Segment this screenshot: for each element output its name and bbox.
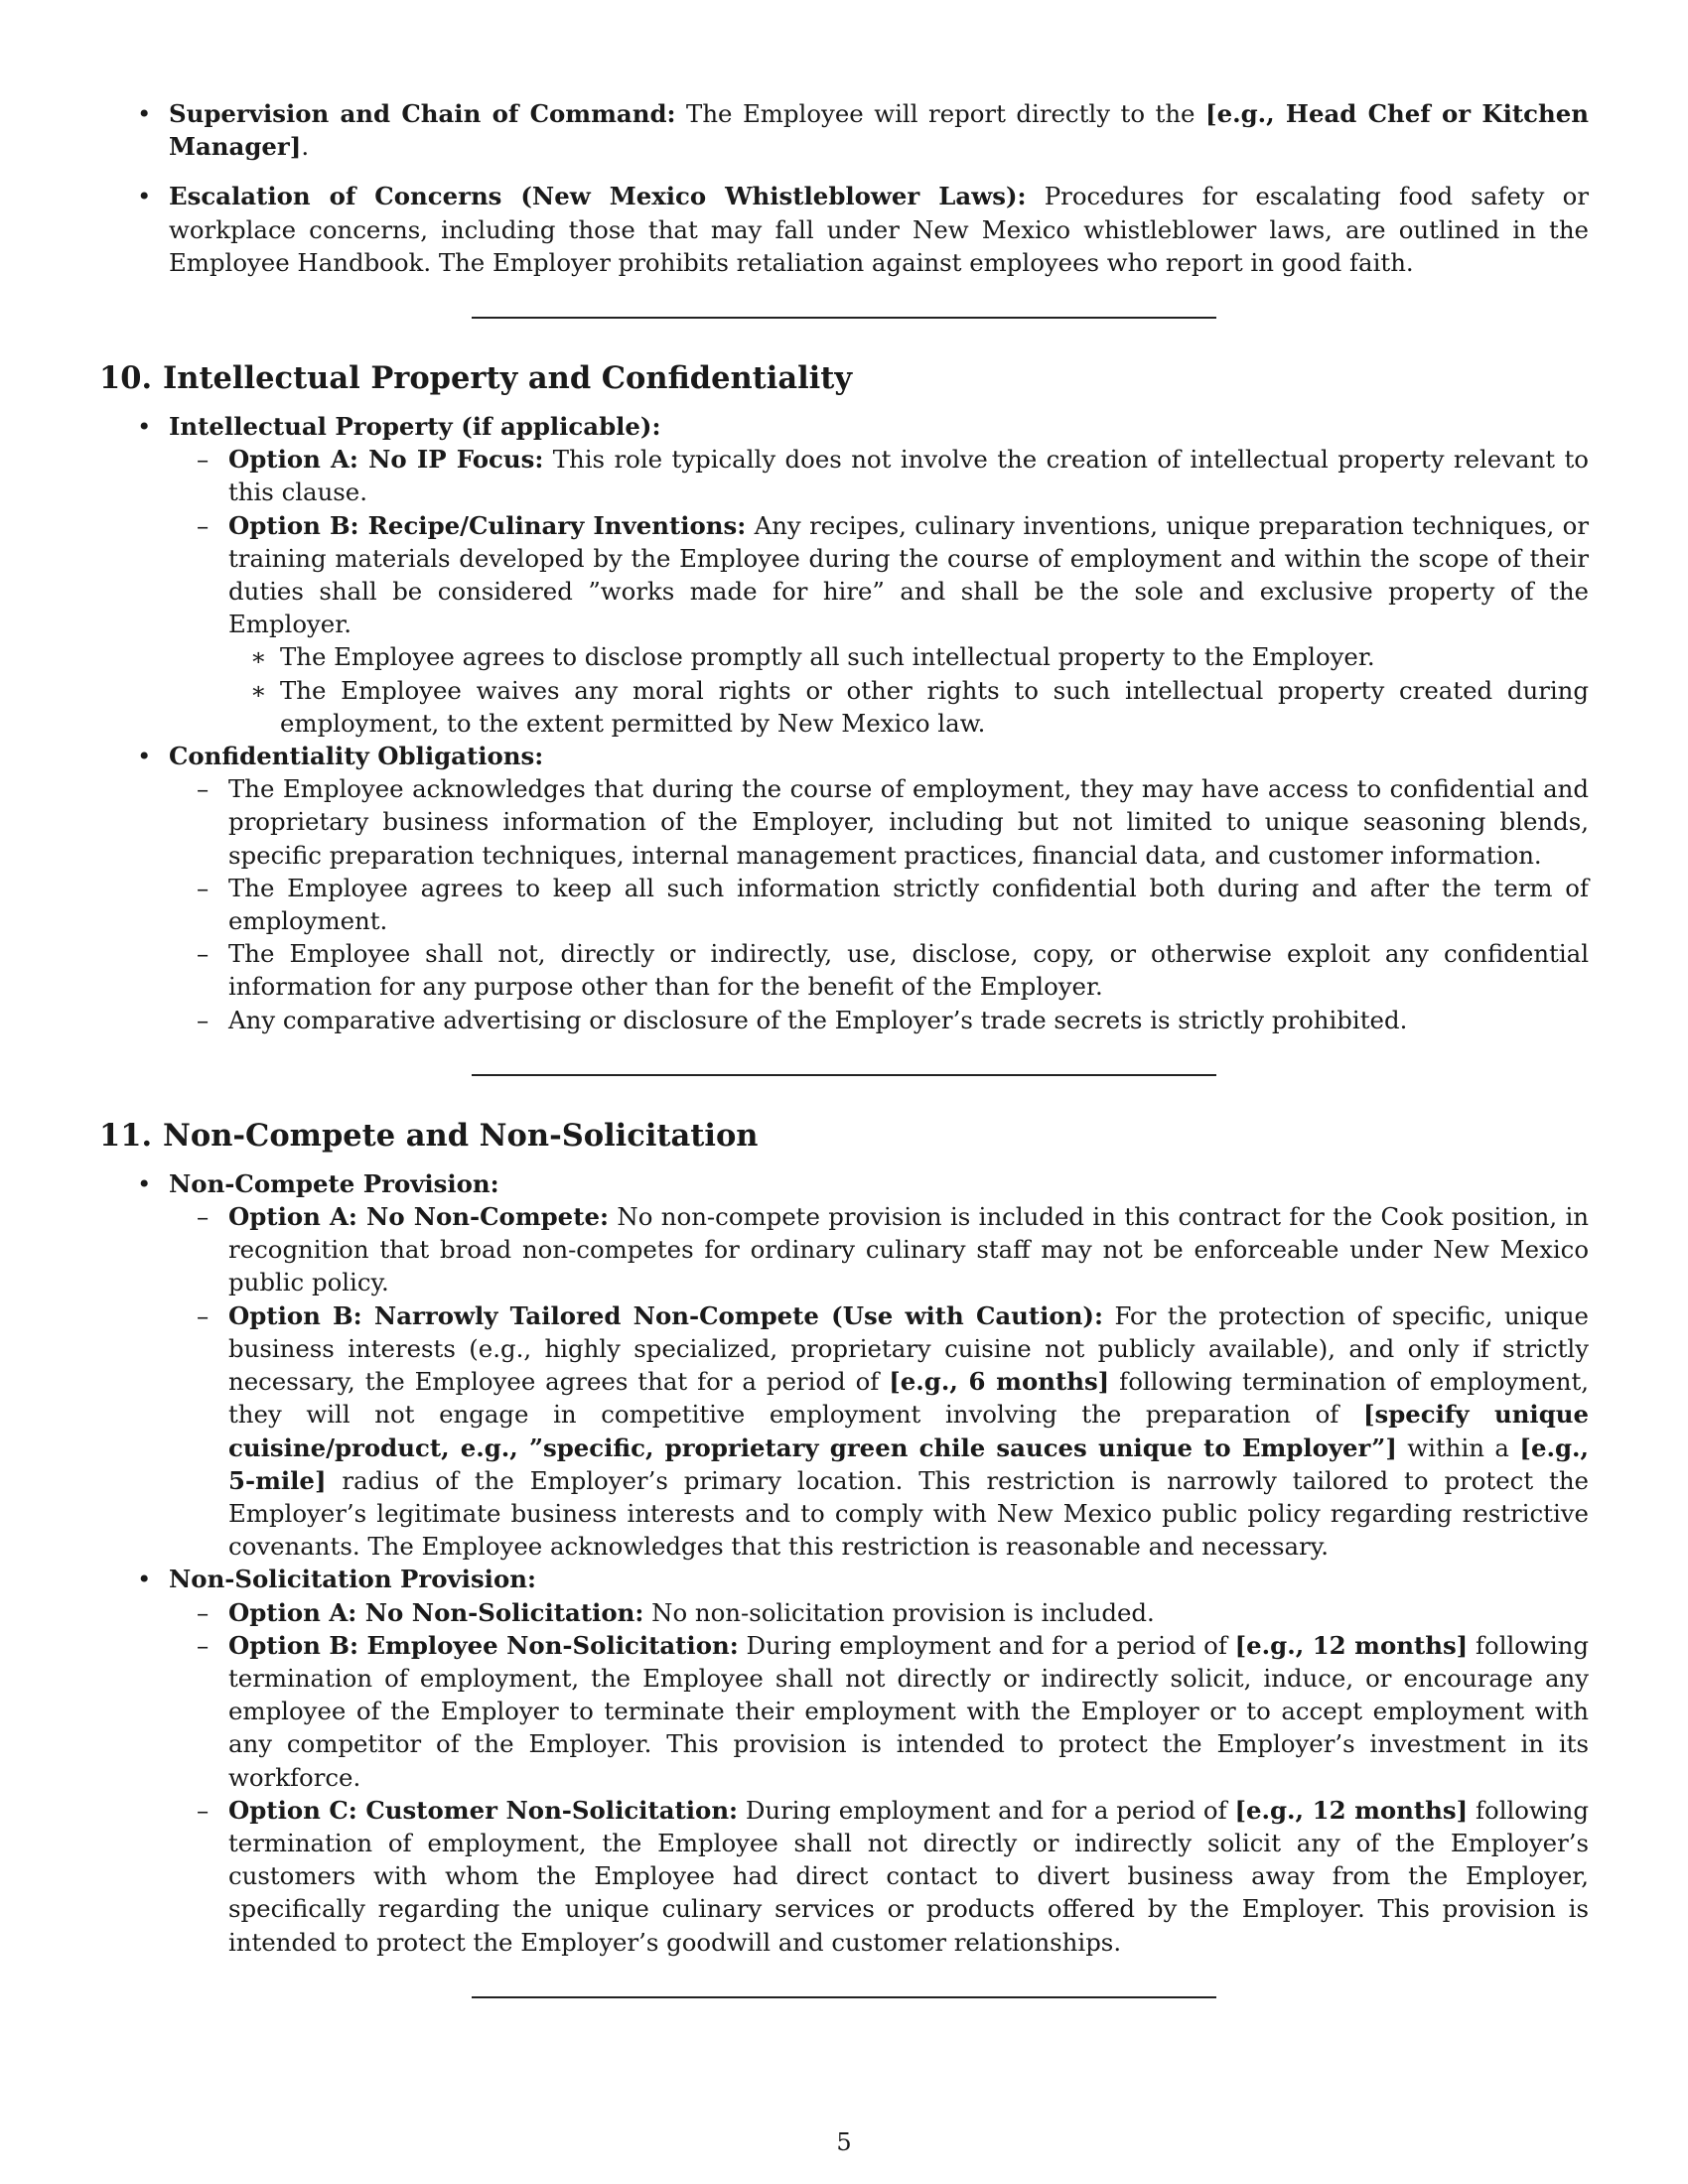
section-divider [472, 1996, 1216, 1998]
list-item-ip [99, 410, 1589, 740]
list-item-non-compete [99, 1167, 1589, 1563]
item-label: Non-Solicitation Provision: [169, 1565, 536, 1594]
option-text: For the protection of specific, unique business interests (e.g., highly specialized, proprietary cuisine not publicly available), and only if strictly necessary, the Employee agrees that for a period of [228, 1300, 1589, 1397]
placeholder-text: [e.g., 12 months] [1234, 1795, 1469, 1825]
list-item: – Any comparative advertising or disclosure of the Employer’s trade secrets is strictly prohibited. [169, 1004, 1589, 1036]
option-label: Option C: Customer Non-Solicitation: [228, 1795, 739, 1825]
option-label: Option A: No Non-Compete: [228, 1202, 609, 1232]
section-11-list [99, 1167, 1589, 1959]
placeholder-text: [e.g., 12 months] [1234, 1630, 1469, 1660]
section-number: 10. [99, 360, 153, 397]
item-text: The Employee will report directly to the [675, 99, 1206, 128]
list-item-option-a [169, 1200, 1589, 1299]
document-page [99, 97, 1589, 2038]
list-item-supervision [99, 97, 1589, 163]
option-label: Option B: Employee Non-Solicitation: [228, 1630, 739, 1660]
section-number: 11. [99, 1117, 153, 1154]
section-heading: Non-Compete and Non-Solicitation [163, 1117, 759, 1154]
placeholder-text: [e.g., 6 months] [889, 1367, 1110, 1397]
option-b-subitems [228, 640, 1589, 740]
placeholder-text: [specify unique cuisine/product, e.g., ”specific, proprietary green chile sauces unique to Employer”] [228, 1400, 1589, 1462]
option-label: Option B: Narrowly Tailored Non-Compete (Use with Caution): [228, 1300, 1103, 1330]
option-text: No non-solicitation provision is included. [643, 1597, 1155, 1627]
non-solicitation-options [169, 1596, 1589, 1959]
section-11-title [99, 1116, 1589, 1156]
section-divider [472, 317, 1216, 319]
list-item-option-c [169, 1794, 1589, 1959]
section-10-title [99, 358, 1589, 398]
item-label: Non-Compete Provision: [169, 1168, 499, 1198]
option-text: following termination of employment, they will not engage in competitive employment involving the preparation of [228, 1367, 1590, 1430]
list-item-option-b [169, 509, 1589, 740]
section-heading: Intellectual Property and Confidentiality [163, 360, 853, 397]
item-label: Supervision and Chain of Command: [169, 99, 676, 128]
list-item: – The Employee agrees to keep all such information strictly confidential both during and after the term of employment. [169, 872, 1589, 937]
list-item-confidentiality [99, 740, 1589, 1036]
item-text: . [301, 132, 310, 162]
option-text: During employment and for a period of [738, 1630, 1235, 1660]
list-item-option-b [169, 1299, 1589, 1564]
section-divider [472, 1074, 1216, 1076]
list-item-non-solicitation [99, 1563, 1589, 1958]
list-item-option-a [169, 443, 1589, 508]
section-10-list [99, 410, 1589, 1036]
option-label: Option A: No IP Focus: [228, 445, 544, 475]
page-number: 5 [836, 2128, 852, 2156]
item-label: Confidentiality Obligations: [169, 742, 544, 771]
sub-item: ∗ The Employee agrees to disclose promptly all such intellectual property to the Employer. [228, 640, 1589, 673]
option-text: following termination of employment, the Employee shall not directly or indirectly solicit any of the Employer’s customers with whom the Employee had direct contact to divert business away from the Employer, specifically regarding the unique culinary services or products offered by the Employer. This provision is intended to protect the Employer’s goodwill and customer relationships. [228, 1795, 1589, 1957]
list-item-option-a [169, 1596, 1589, 1629]
option-text: During employment and for a period of [738, 1795, 1235, 1825]
placeholder-text: [e.g., 5-mile] [228, 1433, 1589, 1495]
option-text: within a [1396, 1433, 1520, 1462]
confidentiality-items [169, 772, 1589, 1036]
list-item-option-b [169, 1629, 1589, 1794]
option-label: Option A: No Non-Solicitation: [228, 1597, 644, 1627]
item-label: Intellectual Property (if applicable): [169, 412, 661, 442]
option-text: This role typically does not involve the creation of intellectual property relevant to this clause. [228, 445, 1589, 507]
list-item: – The Employee shall not, directly or indirectly, use, disclose, copy, or otherwise exploit any confidential information for any purpose other than for the benefit of the Employer. [169, 937, 1589, 1003]
item-text: Procedures for escalating food safety or workplace concerns, including those that may fall under New Mexico whistleblower laws, are outlined in the Employee Handbook. The Employer prohibits retaliation against employees who report in good faith. [169, 182, 1589, 277]
list-item-escalation [99, 180, 1589, 279]
list-item: – The Employee acknowledges that during the course of employment, they may have access to confidential and proprietary business information of the Employer, including but not limited to unique seasoning blends, specific preparation techniques, internal management practices, financial data, and customer information. [169, 772, 1589, 872]
option-text: following termination of employment, the Employee shall not directly or indirectly solicit, induce, or encourage any employee of the Employer to terminate their employment with the Employer or to accept employment with any competitor of the Employer. This provision is intended to protect the Employer’s investment in its workforce. [228, 1630, 1589, 1792]
option-text: Any recipes, culinary inventions, unique preparation techniques, or training materials developed by the Employee during the course of employment and within the scope of their duties shall be considered ”works made for hire” and shall be the sole and exclusive property of the Employer. [228, 510, 1590, 639]
supervision-list [99, 97, 1589, 279]
option-text: No non-compete provision is included in this contract for the Cook position, in recognition that broad non-competes for ordinary culinary staff may not be enforceable under New Mexico public policy. [228, 1202, 1589, 1297]
option-text: radius of the Employer’s primary location. This restriction is narrowly tailored to protect the Employer’s legitimate business interests and to comply with New Mexico public policy regarding restrictive covenants. The Employee acknowledges that this restriction is reasonable and necessary. [228, 1465, 1589, 1562]
option-label: Option B: Recipe/Culinary Inventions: [228, 510, 747, 540]
item-label: Escalation of Concerns (New Mexico Whistleblower Laws): [169, 182, 1027, 211]
non-compete-options [169, 1200, 1589, 1563]
placeholder-text: [e.g., Head Chef or Kitchen Manager] [169, 99, 1589, 162]
ip-options [169, 443, 1589, 740]
sub-item: ∗ The Employee waives any moral rights or other rights to such intellectual property created during employment, to the extent permitted by New Mexico law. [228, 674, 1589, 740]
